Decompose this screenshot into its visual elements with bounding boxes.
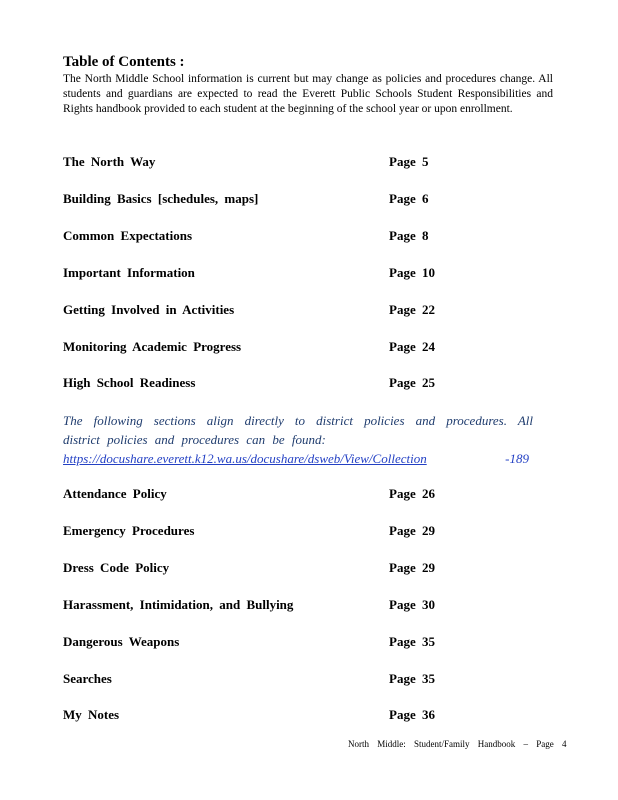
toc-entry-page: Page 8 [389,228,429,243]
note-line: The following sections align directly to district policies and procedures. All [63,413,533,428]
toc-entry[interactable] [63,153,483,171]
toc-entry[interactable] [63,190,483,208]
toc-entry-page: Page 25 [389,375,435,390]
toc-entry-page: Page 35 [389,634,435,649]
toc-entry[interactable] [63,706,483,724]
district-policy-link[interactable] [63,449,529,468]
intro-paragraph: The North Middle School information is current but may change as policies and procedures change. All students and guardians are expected to read the Everett Public Schools Student Responsibilities and Rights handbook provided to each student at the beginning of the school year or upon enrollment. [63,73,553,115]
toc-entry-title: Attendance Policy [63,486,167,501]
toc-entry[interactable] [63,522,483,540]
toc-entry[interactable] [63,338,483,356]
toc-entry-page: Page 26 [389,486,435,501]
toc-entry-page: Page 6 [389,191,429,206]
toc-entry[interactable] [63,633,483,651]
toc-entry[interactable] [63,374,483,392]
toc-entry[interactable] [63,264,483,282]
toc-entry[interactable] [63,301,483,319]
toc-entry[interactable] [63,670,483,688]
toc-entry-page: Page 22 [389,302,435,317]
toc-entry[interactable] [63,559,483,577]
toc-entry-title: Emergency Procedures [63,523,195,538]
toc-entry-page: Page 30 [389,597,435,612]
district-policy-note [63,411,533,468]
toc-entry-page: Page 29 [389,523,435,538]
page-title: Table of Contents : [63,54,185,70]
toc-entry-title: High School Readiness [63,375,196,390]
page-footer: North Middle: Student/Family Handbook – Page 4 [348,739,567,749]
toc-entry-title: Building Basics [schedules, maps] [63,191,259,206]
toc-entry-title: Searches [63,671,112,686]
toc-entry-title: The North Way [63,154,156,169]
toc-entry-title: Common Expectations [63,228,193,243]
toc-entry[interactable] [63,596,483,614]
toc-entry-title: Important Information [63,265,195,280]
toc-entry-page: Page 35 [389,671,435,686]
toc-entry-title: Dress Code Policy [63,560,170,575]
link-url-tail: -189 [505,451,529,466]
toc-entry-title: My Notes [63,707,120,722]
note-line: district policies and procedures can be found: [63,432,326,447]
toc-entry-page: Page 5 [389,154,429,169]
toc-entry-title: Harassment, Intimidation, and Bullying [63,597,294,612]
toc-entry-page: Page 36 [389,707,435,722]
toc-entry[interactable] [63,227,483,245]
toc-entry-page: Page 29 [389,560,435,575]
toc-entry-page: Page 10 [389,265,435,280]
link-url: https://docushare.everett.k12.wa.us/docushare/dsweb/View/Collection [63,451,427,466]
toc-entry[interactable] [63,485,483,503]
toc-entry-page: Page 24 [389,339,435,354]
toc-entry-title: Monitoring Academic Progress [63,339,242,354]
toc-entry-title: Dangerous Weapons [63,634,180,649]
toc-entry-title: Getting Involved in Activities [63,302,235,317]
